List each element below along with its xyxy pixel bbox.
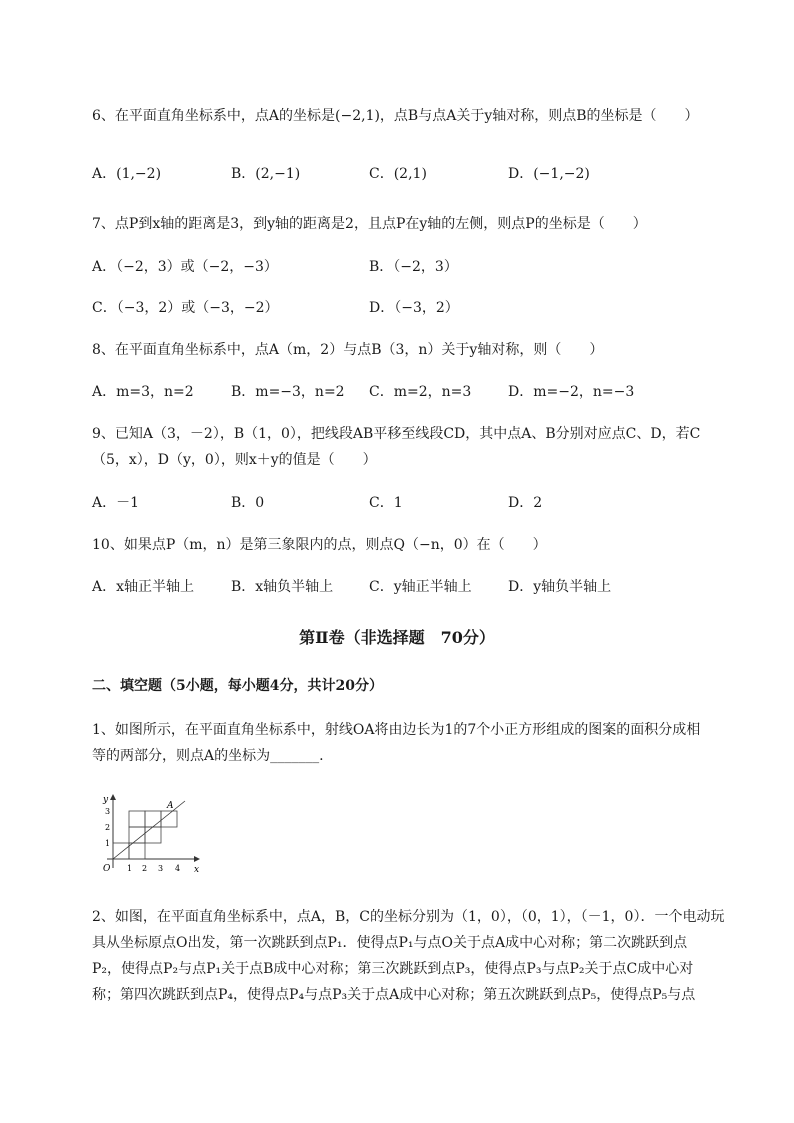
y-tick-2: 2 [105,823,111,832]
ray-oa [113,801,185,859]
f1-line2: 等的两部分，则点A的坐标为_______. [92,748,324,764]
origin-label: O [103,864,111,874]
q6-option-c: C．(2,1) [369,166,427,182]
square [145,811,161,827]
q9-stem-line1: 9、已知A（3，－2），B（1，0），把线段AB平移至线段CD，其中点A、B分别对应点C、D，若C [92,426,701,442]
q7-option-b: B．（−2，3） [369,259,458,275]
f2-line2: 具从坐标原点O出发，第一次跳跃到点P₁．使得点P₁与点O关于点A成中心对称；第二次跳跃到点 [92,935,688,951]
x-axis-label: x [194,865,200,875]
q6-option-a: A．(1,−2) [92,166,162,182]
q9-option-d: D．2 [508,495,543,511]
x-tick-3: 3 [158,864,164,873]
q8-option-b: B．m=−3，n=2 [231,384,345,400]
f2-line1: 2、如图，在平面直角坐标系中，点A，B，C的坐标分别为（1，0），（0，1），（－1，0）．一个电动玩 [92,909,725,925]
x-tick-1: 1 [127,864,133,873]
q8-stem: 8、在平面直角坐标系中，点A（m，2）与点B（3，n）关于y轴对称，则（ ） [92,342,604,358]
q9-option-b: B．0 [231,495,265,511]
y-axis-arrow [110,794,116,800]
q10-stem: 10、如果点P（m，n）是第三象限内的点，则点Q（−n，0）在（ ） [92,537,547,553]
square [129,843,145,859]
f1-line1: 1、如图所示，在平面直角坐标系中，射线OA将由边长为1的7个小正方形组成的图案的面积分成相 [92,722,701,738]
section2-heading: 二、填空题（5小题，每小题4分，共计20分） [92,678,383,694]
q7-stem: 7、点P到x轴的距离是3，到y轴的距离是2，且点P在y轴的左侧，则点P的坐标是（ ） [92,216,647,232]
q10-option-c: C．y轴正半轴上 [369,579,472,595]
q8-option-c: C．m=2，n=3 [369,384,472,400]
point-a-label: A [167,801,174,811]
q9-stem-line2: （5，x），D（y，0），则x＋y的值是（ ） [92,452,377,468]
f2-line4: 称；第四次跳跃到点P₄，使得点P₄与点P₃关于点A成中心对称；第五次跳跃到点P₅，使得点P₅与点 [92,987,696,1003]
q6-option-b: B．(2,−1) [231,166,301,182]
q8-option-d: D．m=−2，n=−3 [508,384,635,400]
y-tick-1: 1 [105,839,111,848]
q9-option-a: A．－1 [92,495,140,511]
q8-option-a: A．m=3，n=2 [92,384,194,400]
q10-option-a: A．x轴正半轴上 [92,579,195,595]
part2-title: 第Ⅱ卷（非选择题 70分） [299,628,495,647]
square [145,827,161,843]
coordinate-figure [94,792,204,878]
q6-option-d: D．(−1,−2) [508,166,590,182]
x-tick-2: 2 [142,864,148,873]
x-tick-4: 4 [175,864,181,873]
square [129,811,145,827]
y-axis-label: y [103,795,109,805]
q7-option-d: D．（−3，2） [369,300,459,316]
x-axis-arrow [194,856,200,862]
q10-option-d: D．y轴负半轴上 [508,579,612,595]
q10-option-b: B．x轴负半轴上 [231,579,334,595]
q6-stem: 6、在平面直角坐标系中，点A的坐标是(−2,1)，点B与点A关于y轴对称，则点B的坐标是（ ） [92,108,699,124]
q7-option-c: C．（−3，2）或（−3，−2） [92,300,279,316]
q7-option-a: A．（−2，3）或（−2，−3） [92,259,278,275]
y-tick-3: 3 [105,807,111,816]
q9-option-c: C．1 [369,495,403,511]
f2-line3: P₂，使得点P₂与点P₁关于点B成中心对称；第三次跳跃到点P₃，使得点P₃与点P₂关于点C成中心对 [92,961,694,977]
unit-squares [113,811,177,859]
